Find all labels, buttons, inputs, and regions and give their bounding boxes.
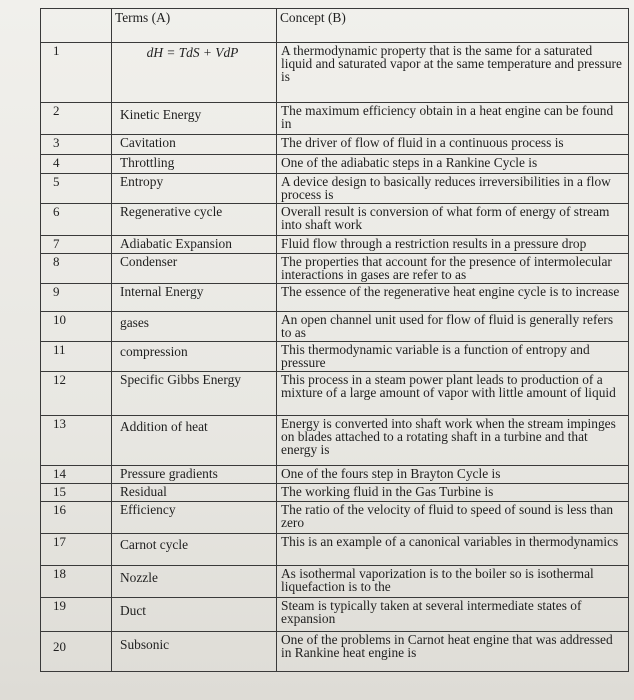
row-number: 10 [41,312,112,342]
term-cell: Specific Gibbs Energy [112,372,277,416]
table-row [41,484,629,502]
term-cell: Regenerative cycle [112,204,277,236]
concept-cell: This process in a steam power plant leads to production of a mixture of a large amount of vapor with little amount of liquid [277,372,629,416]
concept-cell: As isothermal vaporization is to the boiler so is isothermal liquefaction is to the [277,566,629,598]
concept-cell: The ratio of the velocity of fluid to speed of sound is less than zero [277,502,629,534]
table-row [41,632,629,672]
concept-cell: The maximum efficiency obtain in a heat engine can be found in [277,103,629,135]
term-cell: Throttling [112,155,277,174]
row-number: 2 [41,103,112,135]
table-row [41,174,629,204]
concept-cell: This is an example of a canonical variables in thermodynamics [277,534,629,566]
term-cell: Pressure gradients [112,466,277,484]
table-row [41,502,629,534]
term-cell: Entropy [112,174,277,204]
row-number: 12 [41,372,112,416]
header-row [41,9,629,43]
term-cell: Internal Energy [112,284,277,312]
row-number: 19 [41,598,112,632]
concept-cell: This thermodynamic variable is a function of entropy and pressure [277,342,629,372]
row-number: 9 [41,284,112,312]
row-number: 4 [41,155,112,174]
term-cell: compression [112,342,277,372]
term-cell: Duct [112,598,277,632]
table-row [41,534,629,566]
term-cell: Efficiency [112,502,277,534]
concept-cell: A device design to basically reduces irreversibilities in a flow process is [277,174,629,204]
table-row [41,312,629,342]
table-row [41,155,629,174]
row-number: 11 [41,342,112,372]
row-number: 13 [41,416,112,466]
matching-table [40,8,629,672]
table-row [41,254,629,284]
concept-column-header: Concept (B) [277,9,629,43]
table-row [41,566,629,598]
row-number: 15 [41,484,112,502]
row-number: 8 [41,254,112,284]
concept-cell: The properties that account for the presence of intermolecular interactions in gases are refer to as [277,254,629,284]
row-number: 3 [41,135,112,155]
term-cell: Cavitation [112,135,277,155]
concept-cell: Fluid flow through a restriction results in a pressure drop [277,236,629,254]
row-number: 5 [41,174,112,204]
concept-cell: One of the adiabatic steps in a Rankine Cycle is [277,155,629,174]
concept-cell: One of the problems in Carnot heat engine that was addressed in Rankine heat engine is [277,632,629,672]
term-cell: Condenser [112,254,277,284]
term-equation: dH = TdS + VdP [146,45,239,60]
table-row [41,43,629,103]
table-row [41,204,629,236]
table-row [41,135,629,155]
row-number: 16 [41,502,112,534]
term-cell: Nozzle [112,566,277,598]
table-row [41,103,629,135]
concept-cell: One of the fours step in Brayton Cycle is [277,466,629,484]
row-number: 1 [41,43,112,103]
row-number: 17 [41,534,112,566]
term-cell: Carnot cycle [112,534,277,566]
row-number: 7 [41,236,112,254]
concept-cell: Overall result is conversion of what form of energy of stream into shaft work [277,204,629,236]
table-row [41,342,629,372]
table-row [41,466,629,484]
concept-cell: The driver of flow of fluid in a continuous process is [277,135,629,155]
concept-cell: Steam is typically taken at several intermediate states of expansion [277,598,629,632]
term-cell: Subsonic [112,632,277,672]
concept-cell: The working fluid in the Gas Turbine is [277,484,629,502]
row-number: 6 [41,204,112,236]
row-number: 18 [41,566,112,598]
concept-cell: Energy is converted into shaft work when the stream impinges on blades attached to a rotating shaft in a turbine and that energy is [277,416,629,466]
term-cell: gases [112,312,277,342]
number-column-header [41,9,112,43]
concept-cell: A thermodynamic property that is the same for a saturated liquid and saturated vapor at the same temperature and pressure is [277,43,629,103]
terms-column-header: Terms (A) [112,9,277,43]
term-cell: Adiabatic Expansion [112,236,277,254]
row-number: 20 [41,632,112,672]
term-cell: Residual [112,484,277,502]
row-number: 14 [41,466,112,484]
table-row [41,236,629,254]
term-cell: Kinetic Energy [112,103,277,135]
table-row [41,598,629,632]
table-row [41,284,629,312]
table-row [41,372,629,416]
concept-cell: The essence of the regenerative heat engine cycle is to increase [277,284,629,312]
concept-cell: An open channel unit used for flow of fluid is generally refers to as [277,312,629,342]
table-row [41,416,629,466]
term-cell: Addition of heat [112,416,277,466]
